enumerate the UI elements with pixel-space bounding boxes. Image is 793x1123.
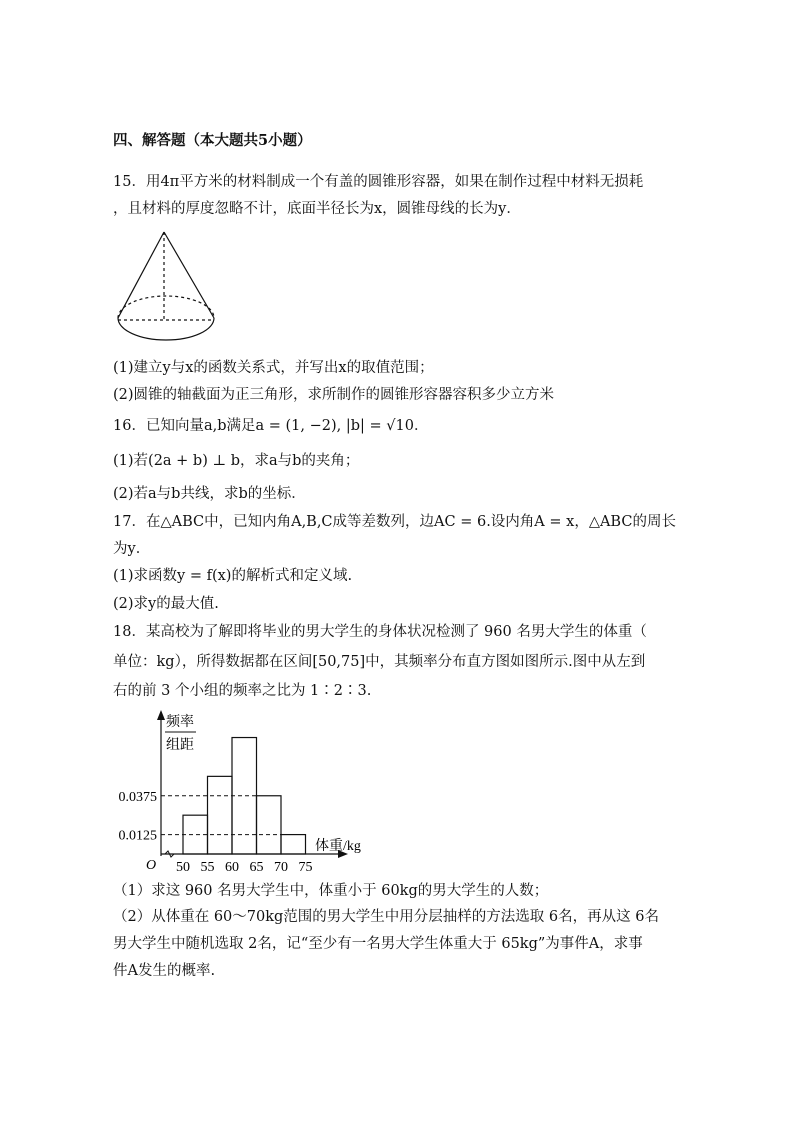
q15-line1: 15．用4π平方米的材料制成一个有盖的圆锥形容器，如果在制作过程中材料无损耗 [113, 174, 644, 190]
reference-lines [161, 796, 281, 835]
x-tick-label: 65 [249, 860, 264, 875]
histogram-bar [257, 796, 282, 854]
q16-line1: 16．已知向量a,b满足a = (1, −2), |b| = √10． [113, 418, 429, 434]
q15-part2: (2)圆锥的轴截面为正三角形，求所制作的圆锥形容器容积多少立方米 [113, 387, 555, 403]
y-axis-label-bottom: 组距 [166, 738, 194, 753]
histogram-bar [208, 776, 233, 854]
q18-line2: 单位：kg），所得数据都在区间[50,75]中，其频率分布直方图如图所示.图中从左到 [113, 654, 646, 670]
q17-part2: (2)求y的最大值. [113, 596, 219, 612]
y-axis-label-top: 频率 [166, 715, 194, 730]
q18-line1: 18．某高校为了解即将毕业的男大学生的身体状况检测了 960 名男大学生的体重（ [113, 624, 647, 640]
y-tick-label: 0.0375 [118, 789, 157, 805]
q17-line1: 17．在△ABC中，已知内角A,B,C成等差数列，边AC = 6.设内角A = x，△ABC的周长 [113, 514, 676, 530]
y-axis-title [165, 714, 196, 753]
cone-drawing [118, 232, 214, 340]
x-tick-label: 70 [274, 860, 288, 875]
x-tick-label: 60 [225, 860, 239, 875]
x-axis-label: 体重/kg [315, 839, 361, 854]
histogram-bar [281, 835, 306, 854]
y-tick-labels [119, 790, 158, 844]
y-axis-arrow [157, 710, 165, 720]
q17-part1: (1)求函数y = f(x)的解析式和定义域. [113, 568, 353, 584]
q18-line3: 右的前 3 个小组的频率之比为 1∶2∶3. [113, 683, 372, 699]
q18-part2-line1: （2）从体重在 60～70kg范围的男大学生中用分层抽样的方法选取 6名，再从这 6名 [113, 909, 659, 925]
x-tick-label: 55 [200, 860, 215, 875]
q15-line2: ，且材料的厚度忽略不计，底面半径长为x，圆锥母线的长为y． [113, 201, 521, 217]
x-tick-label: 50 [176, 860, 190, 875]
cone-figure [112, 228, 224, 344]
section-title: 四、解答题（本大题共5小题） [113, 132, 312, 149]
y-tick-label: 0.0125 [118, 828, 157, 844]
q16-part2: (2)若a与b共线，求b的坐标． [113, 486, 306, 502]
q18-part1: （1）求这 960 名男大学生中，体重小于 60kg的男大学生的人数； [113, 883, 549, 899]
frequency-histogram [108, 706, 378, 876]
bars [183, 738, 306, 854]
x-tick-labels [176, 860, 313, 875]
origin-label: O [146, 858, 157, 873]
q18-part2-line2: 男大学生中随机选取 2名，记“至少有一名男大学生体重大于 65kg”为事件A，求事 [113, 936, 643, 952]
x-tick-label: 75 [298, 860, 313, 875]
q15-part1: (1)建立y与x的函数关系式，并写出x的取值范围； [113, 360, 434, 376]
q18-part2-line3: 件A发生的概率. [113, 963, 216, 979]
q16-part1: (1)若(2a + b) ⊥ b，求a与b的夹角； [113, 453, 360, 469]
q17-line2: 为y． [113, 541, 151, 557]
